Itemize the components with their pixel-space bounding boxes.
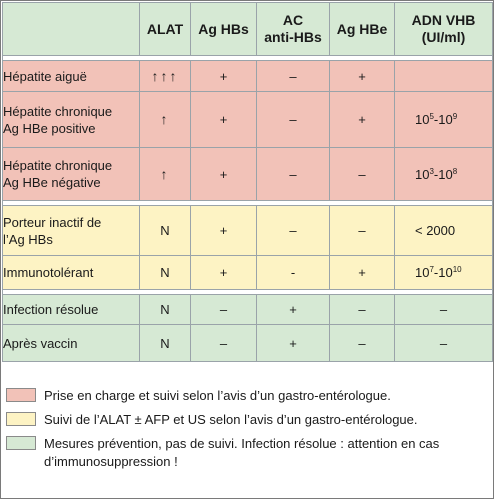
table-row-porteur-inactif	[3, 206, 493, 256]
cell-ac-anti-hbs: –	[257, 92, 330, 148]
cell-ag-hbe: –	[330, 325, 395, 362]
header-empty-cell	[3, 3, 140, 56]
cell-adn-vhb: $10^5-10^9$	[395, 92, 493, 148]
cell-alat: N	[140, 295, 191, 325]
cell-adn-vhb: < 2000	[395, 206, 493, 256]
row-label: Hépatite aiguë	[3, 61, 140, 92]
cell-ag-hbs: +	[191, 92, 257, 148]
cell-ag-hbe: –	[330, 206, 395, 256]
arrow-up-icon: ↑	[160, 165, 170, 182]
cell-ag-hbe: +	[330, 256, 395, 290]
cell-ag-hbs: –	[191, 295, 257, 325]
cell-ag-hbe: –	[330, 148, 395, 201]
legend	[2, 384, 492, 472]
cell-adn-vhb: –	[395, 295, 493, 325]
row-label: Immunotolérant	[3, 256, 140, 290]
cell-alat: N	[140, 325, 191, 362]
cell-ac-anti-hbs: –	[257, 61, 330, 92]
cell-ac-anti-hbs: -	[257, 256, 330, 290]
row-label: Infection résolue	[3, 295, 140, 325]
legend-item-red	[2, 384, 492, 408]
legend-swatch-yellow	[6, 412, 36, 426]
cell-alat	[140, 148, 191, 201]
cell-alat	[140, 92, 191, 148]
table-row-infection-resolue	[3, 295, 493, 325]
cell-alat	[140, 61, 191, 92]
header-ag-hbs: Ag HBs	[191, 3, 257, 56]
cell-ac-anti-hbs: +	[257, 295, 330, 325]
arrow-up-icon: ↑	[160, 111, 170, 127]
table-row-hepatite-chronique-negative	[3, 148, 493, 201]
header-row	[3, 3, 493, 56]
cell-alat: N	[140, 206, 191, 256]
row-label: Hépatite chronique Ag HBe positive	[3, 92, 140, 148]
cell-alat: N	[140, 256, 191, 290]
legend-swatch-red	[6, 388, 36, 402]
table-row-apres-vaccin	[3, 325, 493, 362]
cell-ag-hbe: +	[330, 61, 395, 92]
row-label: Hépatite chronique Ag HBe négative	[3, 148, 140, 201]
cell-ag-hbs: –	[191, 325, 257, 362]
cell-ac-anti-hbs: +	[257, 325, 330, 362]
table-row-hepatite-aigue	[3, 61, 493, 92]
legend-item-yellow	[2, 408, 492, 432]
cell-ag-hbe: +	[330, 92, 395, 148]
legend-text-green: Mesures prévention, pas de suivi. Infection résolue : attention en cas d’immunosuppression !	[44, 436, 440, 469]
legend-swatch-green	[6, 436, 36, 450]
cell-ag-hbs: +	[191, 206, 257, 256]
legend-text-red: Prise en charge et suivi selon l’avis d’un gastro-entérologue.	[44, 388, 391, 403]
header-ac-anti-hbs: AC anti-HBs	[257, 3, 330, 56]
hbv-serology-table	[2, 2, 493, 362]
legend-text-yellow: Suivi de l’ALAT ± AFP et US selon l’avis d’un gastro-entérologue.	[44, 412, 418, 427]
cell-ac-anti-hbs: –	[257, 148, 330, 201]
header-ag-hbe: Ag HBe	[330, 3, 395, 56]
cell-adn-vhb	[395, 61, 493, 92]
table-row-hepatite-chronique-positive	[3, 92, 493, 148]
cell-ag-hbs: +	[191, 256, 257, 290]
cell-adn-vhb: $10^3-10^8$	[395, 148, 493, 201]
cell-adn-vhb: $10^7-10^{10}$	[395, 256, 493, 290]
cell-ag-hbs: +	[191, 61, 257, 92]
header-alat: ALAT	[140, 3, 191, 56]
cell-ac-anti-hbs: –	[257, 206, 330, 256]
row-label: Porteur inactif de l’Ag HBs	[3, 206, 140, 256]
row-label: Après vaccin	[3, 325, 140, 362]
cell-ag-hbe: –	[330, 295, 395, 325]
header-adn-vhb: ADN VHB (UI/ml)	[395, 3, 493, 56]
cell-ag-hbs: +	[191, 148, 257, 201]
table-row-immunotolerant	[3, 256, 493, 290]
cell-adn-vhb: –	[395, 325, 493, 362]
legend-item-green	[2, 432, 492, 472]
arrow-up-icon: ↑↑↑	[151, 67, 179, 84]
